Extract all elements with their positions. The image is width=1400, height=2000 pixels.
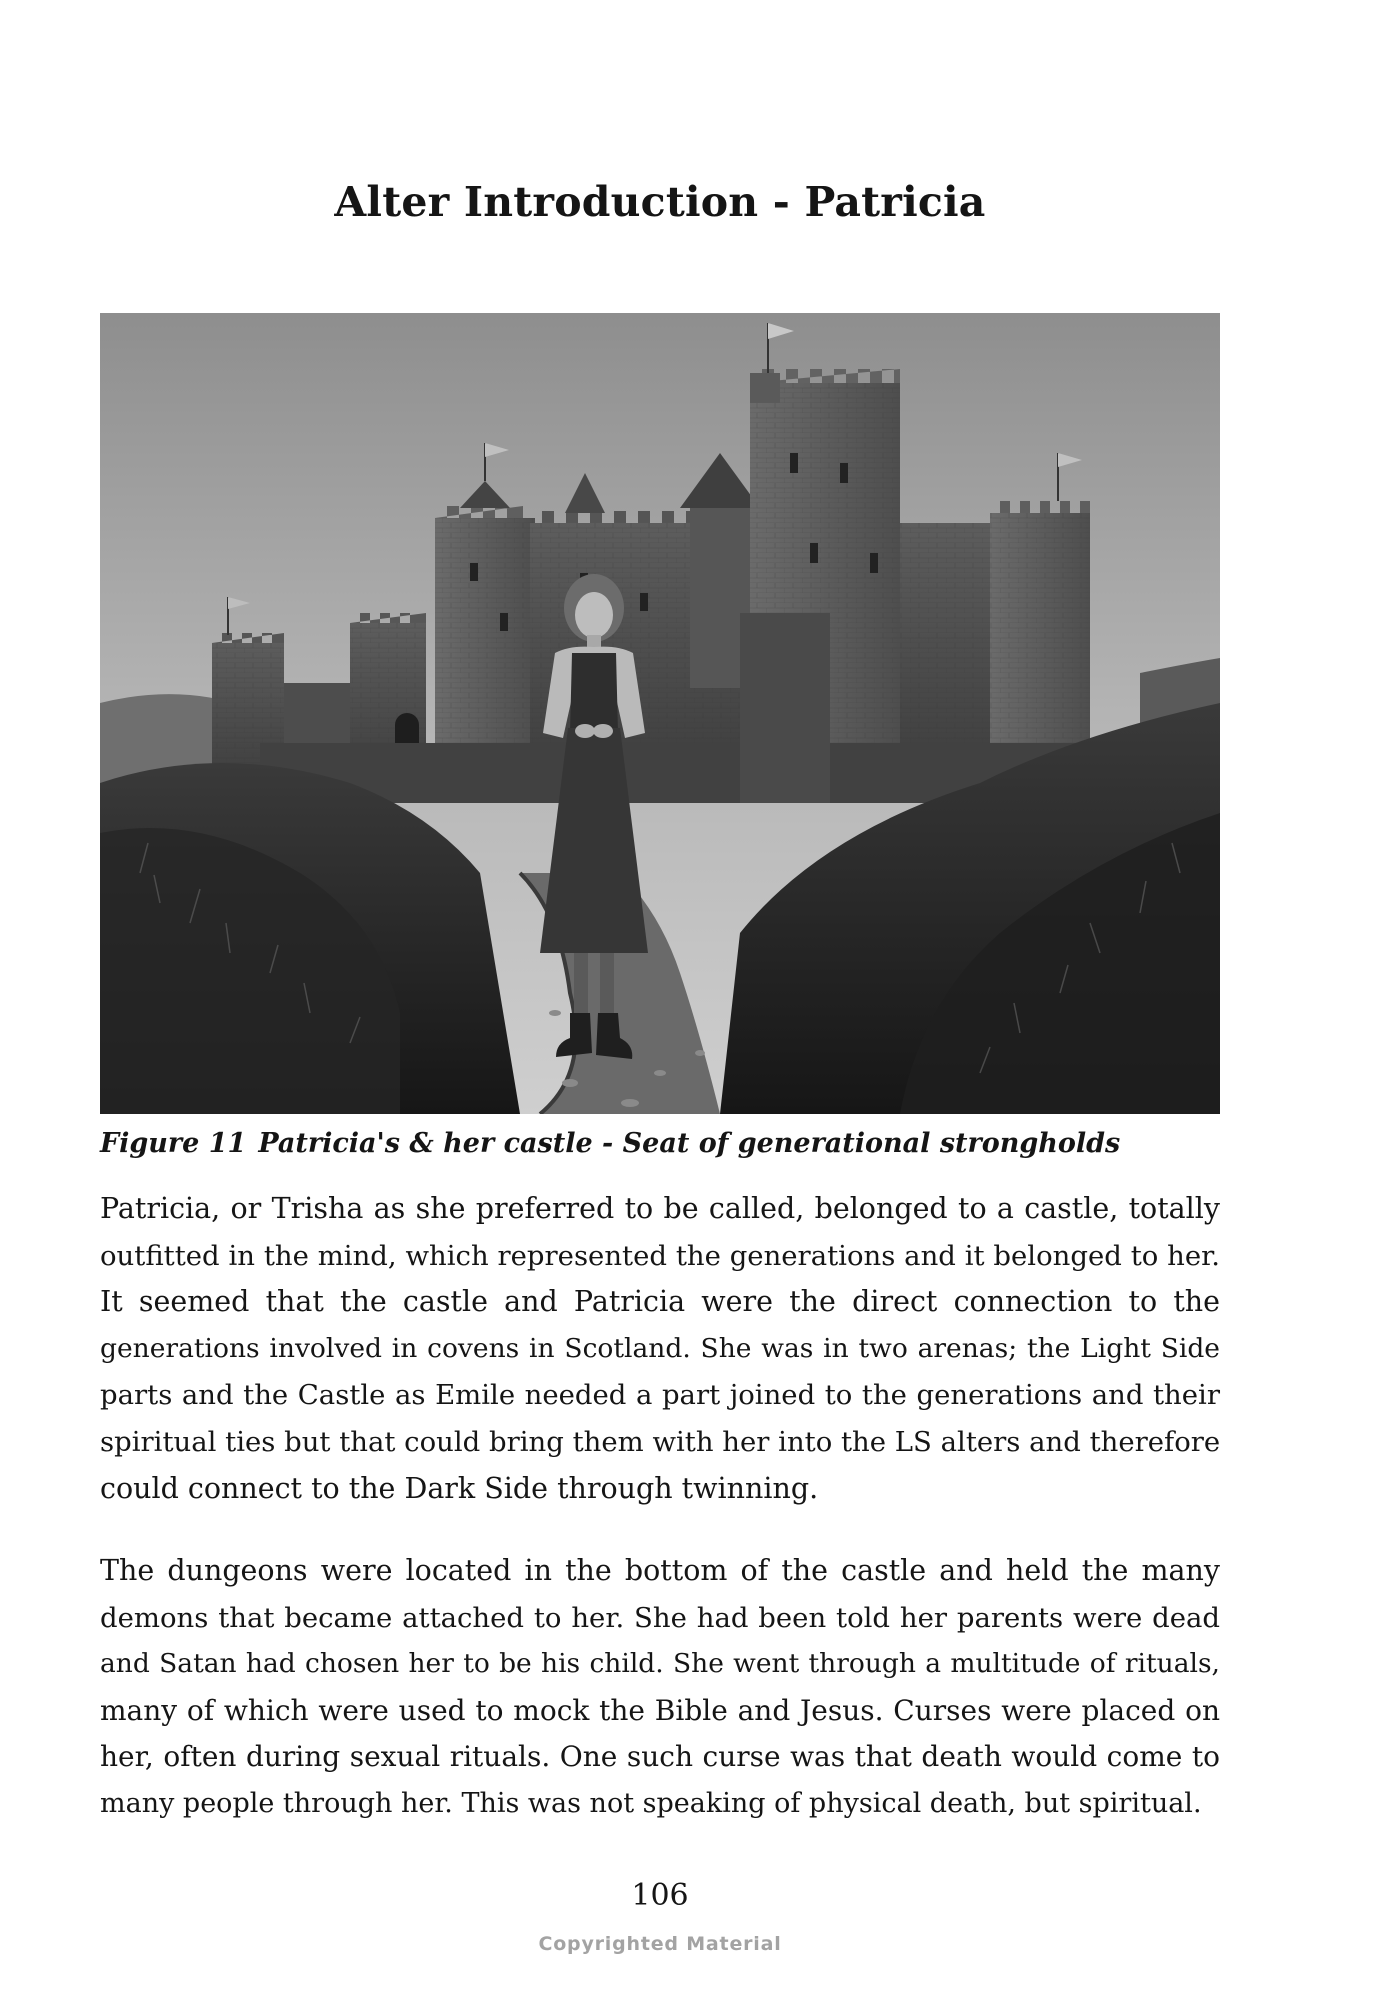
page-number: 106: [631, 1878, 689, 1913]
paragraph-1: [100, 1186, 1220, 1512]
paragraph-line: Patricia, or Trisha as she preferred to be called, belonged to a castle, totally: [100, 1192, 1220, 1225]
paragraph-line: spiritual ties but that could bring them with her into the LS alters and therefore: [100, 1425, 1221, 1458]
paragraph-line: could connect to the Dark Side through twinning.: [100, 1471, 819, 1505]
figure-number: Figure 11: [100, 1128, 247, 1159]
paragraph-line: her, often during sexual rituals. One such curse was that death would come to: [100, 1740, 1220, 1774]
paragraph-2: [100, 1548, 1220, 1828]
paragraph-line: many people through her. This was not speaking of physical death, but spiritual.: [100, 1787, 1202, 1819]
paragraph-line: It seemed that the castle and Patricia were the direct connection to the: [100, 1285, 1220, 1319]
chapter-title: Alter Introduction - Patricia: [334, 178, 986, 226]
paragraph-line: parts and the Castle as Emile needed a part joined to the generations and their: [100, 1379, 1220, 1412]
paragraph-line: many of which were used to mock the Bible and Jesus. Curses were placed on: [100, 1693, 1220, 1727]
paragraph-line: outfitted in the mind, which represented the generations and it belonged to her.: [100, 1239, 1220, 1272]
castle-illustration: [100, 313, 1220, 1114]
paragraph-line: The dungeons were located in the bottom of the castle and held the many: [100, 1554, 1220, 1587]
paragraph-line: generations involved in covens in Scotland. She was in two arenas; the Light Side: [100, 1332, 1220, 1364]
copyright-footer: Copyrighted Material: [538, 1933, 782, 1955]
castle-photo: [100, 313, 1220, 1114]
figure-caption-text: Patricia's & her castle - Seat of generational strongholds: [258, 1128, 1121, 1159]
paragraph-line: demons that became attached to her. She had been told her parents were dead: [100, 1601, 1220, 1634]
figure-caption: [100, 1128, 1220, 1159]
paragraph-line: and Satan had chosen her to be his child. She went through a multitude of rituals,: [100, 1648, 1220, 1680]
